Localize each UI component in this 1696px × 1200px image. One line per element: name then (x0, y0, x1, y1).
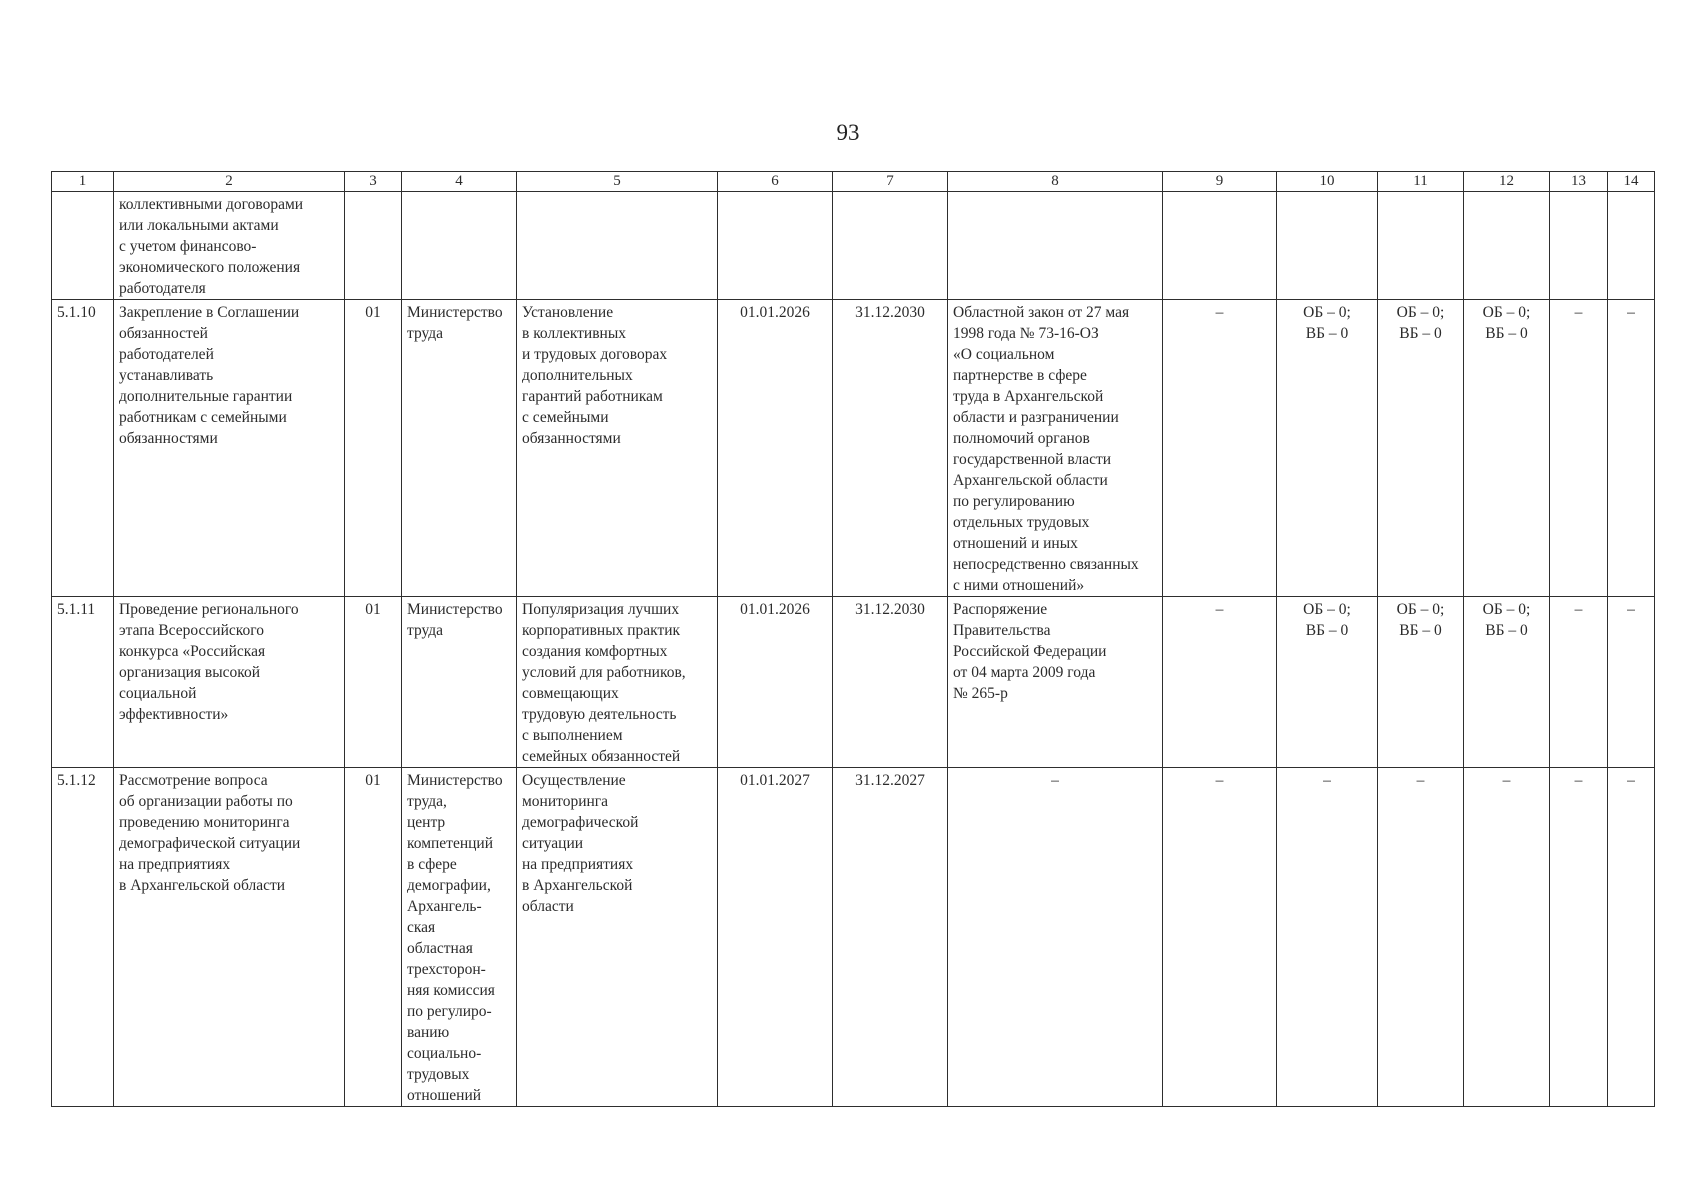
executor-cell: Министерство труда (402, 597, 517, 768)
col12-cell: ОБ – 0; ВБ – 0 (1464, 597, 1550, 768)
table-row (52, 300, 1655, 597)
result-cell: Популяризация лучших корпоративных практик создания комфортных условий для работников, совмещающих трудовую деятельность с выполнением семейных обязанностей (517, 597, 718, 768)
column-header: 9 (1163, 172, 1277, 192)
code-cell: 01 (345, 768, 402, 1107)
col13-cell: – (1550, 768, 1608, 1107)
column-header: 1 (52, 172, 114, 192)
row-number-cell: 5.1.12 (52, 768, 114, 1107)
column-header: 5 (517, 172, 718, 192)
page-number: 93 (836, 120, 860, 145)
col10-cell: ОБ – 0; ВБ – 0 (1277, 300, 1378, 597)
start-date-cell: 01.01.2026 (718, 597, 833, 768)
column-header: 11 (1378, 172, 1464, 192)
col14-cell: – (1608, 300, 1655, 597)
col11-cell: ОБ – 0; ВБ – 0 (1378, 597, 1464, 768)
end-date-cell: 31.12.2030 (833, 300, 948, 597)
activity-name-cell: Рассмотрение вопроса об организации работы по проведению мониторинга демографической ситуации на предприятиях в Архангельской области (114, 768, 345, 1107)
col11-cell: – (1378, 768, 1464, 1107)
col12-cell (1464, 192, 1550, 300)
end-date-cell: 31.12.2027 (833, 768, 948, 1107)
executor-cell: Министерство труда (402, 300, 517, 597)
col9-cell: – (1163, 597, 1277, 768)
column-header: 3 (345, 172, 402, 192)
col13-cell: – (1550, 597, 1608, 768)
activity-name-cell: Проведение регионального этапа Всероссийского конкурса «Российская организация высокой социальной эффективности» (114, 597, 345, 768)
col12-cell: – (1464, 768, 1550, 1107)
row-number-cell (52, 192, 114, 300)
end-date-cell (833, 192, 948, 300)
activity-plan-table (51, 171, 1655, 1107)
col9-cell (1163, 192, 1277, 300)
column-header: 6 (718, 172, 833, 192)
start-date-cell (718, 192, 833, 300)
table-row (52, 192, 1655, 300)
start-date-cell: 01.01.2026 (718, 300, 833, 597)
col9-cell: – (1163, 300, 1277, 597)
column-header: 14 (1608, 172, 1655, 192)
col12-cell: ОБ – 0; ВБ – 0 (1464, 300, 1550, 597)
column-header: 2 (114, 172, 345, 192)
legal-basis-cell (948, 192, 1163, 300)
column-header: 4 (402, 172, 517, 192)
col13-cell (1550, 192, 1608, 300)
column-number-header-row (52, 172, 1655, 192)
column-header: 7 (833, 172, 948, 192)
row-number-cell: 5.1.10 (52, 300, 114, 597)
col10-cell (1277, 192, 1378, 300)
row-number-cell: 5.1.11 (52, 597, 114, 768)
column-header: 12 (1464, 172, 1550, 192)
col14-cell: – (1608, 597, 1655, 768)
result-cell (517, 192, 718, 300)
col10-cell: – (1277, 768, 1378, 1107)
executor-cell: Министерство труда, центр компетенций в сфере демографии, Архангель- ская областная трехсторон- няя комиссия по регулиро- ванию социально- трудовых отношений (402, 768, 517, 1107)
legal-basis-cell: – (948, 768, 1163, 1107)
col9-cell: – (1163, 768, 1277, 1107)
table-row (52, 597, 1655, 768)
end-date-cell: 31.12.2030 (833, 597, 948, 768)
result-cell: Установление в коллективных и трудовых договорах дополнительных гарантий работникам с семейными обязанностями (517, 300, 718, 597)
col14-cell (1608, 192, 1655, 300)
start-date-cell: 01.01.2027 (718, 768, 833, 1107)
table-row (52, 768, 1655, 1107)
col11-cell (1378, 192, 1464, 300)
legal-basis-cell: Распоряжение Правительства Российской Федерации от 04 марта 2009 года № 265-р (948, 597, 1163, 768)
activity-name-cell: Закрепление в Соглашении обязанностей работодателей устанавливать дополнительные гарантии работникам с семейными обязанностями (114, 300, 345, 597)
col13-cell: – (1550, 300, 1608, 597)
col10-cell: ОБ – 0; ВБ – 0 (1277, 597, 1378, 768)
legal-basis-cell: Областной закон от 27 мая 1998 года № 73-16-ОЗ «О социальном партнерстве в сфере труда в Архангельской области и разграничении полномочий органов государственной власти Архангельской области по регулированию отдельных трудовых отношений и иных непосредственно связанных с ними отношений» (948, 300, 1163, 597)
executor-cell (402, 192, 517, 300)
code-cell (345, 192, 402, 300)
column-header: 10 (1277, 172, 1378, 192)
code-cell: 01 (345, 597, 402, 768)
col11-cell: ОБ – 0; ВБ – 0 (1378, 300, 1464, 597)
column-header: 8 (948, 172, 1163, 192)
column-header: 13 (1550, 172, 1608, 192)
result-cell: Осуществление мониторинга демографической ситуации на предприятиях в Архангельской области (517, 768, 718, 1107)
code-cell: 01 (345, 300, 402, 597)
col14-cell: – (1608, 768, 1655, 1107)
activity-name-cell: коллективными договорами или локальными актами с учетом финансово- экономического положения работодателя (114, 192, 345, 300)
